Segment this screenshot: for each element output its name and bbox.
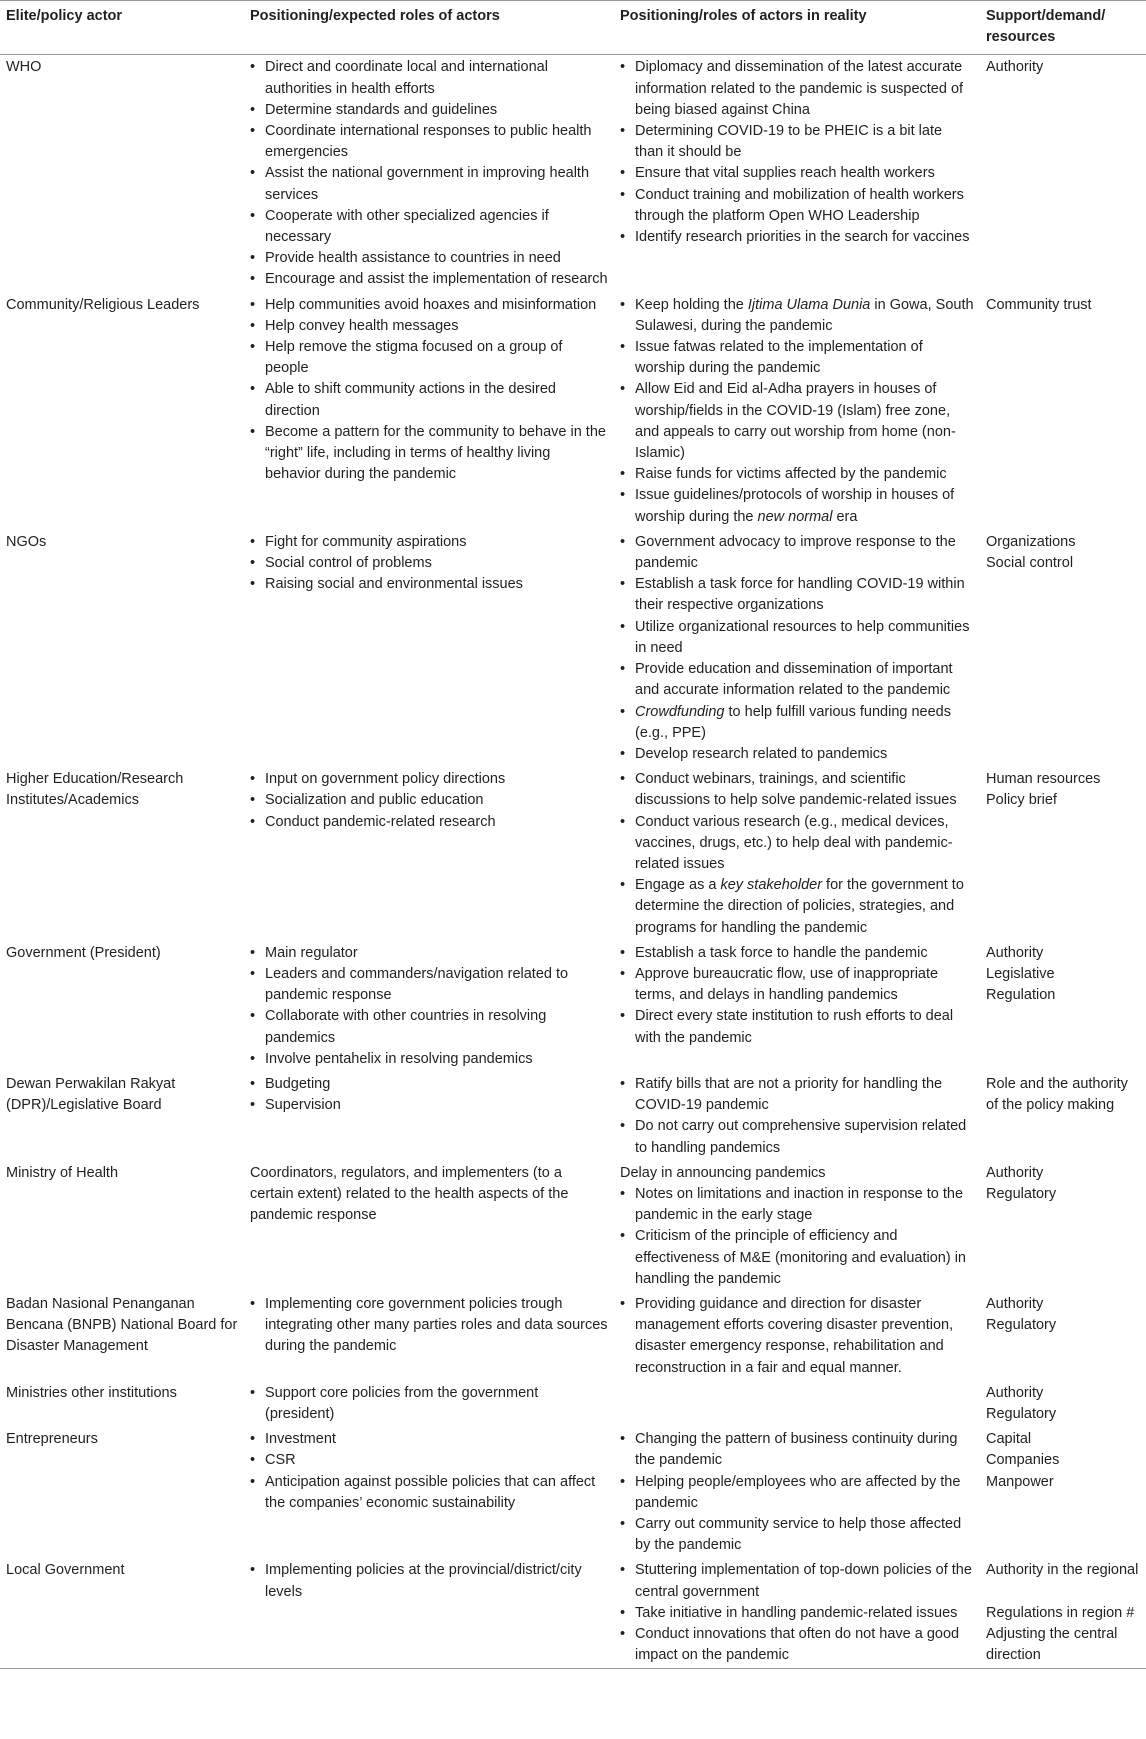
expected-roles-list [250, 1294, 608, 1358]
list-item: • Cooperate with other specialized agencies if necessary [250, 206, 608, 248]
resources-cell [980, 1427, 1146, 1558]
list-item: • Ratify bills that are not a priority for handling the COVID-19 pandemic [620, 1074, 974, 1116]
resource-item: Companies [986, 1452, 1060, 1469]
resource-item: Regulatory [986, 1317, 1057, 1334]
expected-roles-list [250, 295, 608, 486]
expected-roles-list [250, 1429, 608, 1514]
list-item: • Anticipation against possible policies that can affect the companies’ economic sustainability [250, 1472, 608, 1514]
actor-cell: Ministries other institutions [6, 1384, 177, 1401]
list-item: • Social control of problems [250, 553, 608, 574]
reality-roles-cell [614, 1558, 980, 1669]
table-row [0, 1427, 1146, 1558]
list-item: • Provide education and dissemination of important and accurate information related to the pandemic [620, 659, 974, 701]
list-item: • Conduct training and mobilization of health workers through the platform Open WHO Leadership [620, 185, 974, 227]
list-item: • Direct and coordinate local and international authorities in health efforts [250, 57, 608, 99]
list-item: • Conduct various research (e.g., medical devices, vaccines, drugs, etc.) to help deal with pandemic-related issues [620, 812, 974, 876]
expected-roles-list [250, 1560, 608, 1602]
table-body [0, 55, 1146, 1669]
list-item: • Providing guidance and direction for disaster management efforts covering disaster prevention, disaster emergency response, rehabilitation and reconstruction in a fair and equal manner. [620, 1294, 974, 1379]
reality-roles-list [620, 532, 974, 765]
reality-roles-cell [614, 1427, 980, 1558]
header-actor: Elite/policy actor [0, 1, 244, 55]
list-item: • Determining COVID-19 to be PHEIC is a bit late than it should be [620, 121, 974, 163]
list-item: • Changing the pattern of business continuity during the pandemic [620, 1429, 974, 1471]
reality-roles-list [620, 1074, 974, 1159]
list-item: • Coordinate international responses to public health emergencies [250, 121, 608, 163]
list-item: • Main regulator [250, 943, 608, 964]
resources-cell [980, 941, 1146, 1072]
resources-cell [980, 1558, 1146, 1669]
expected-roles-cell [244, 55, 614, 293]
reality-roles-list [620, 943, 974, 1049]
resource-item: Regulatory [986, 1185, 1057, 1202]
expected-roles-cell [244, 1427, 614, 1558]
resource-item: Social control [986, 555, 1074, 572]
expected-roles-cell [244, 1558, 614, 1669]
list-item: • Establish a task force for handling COVID-19 within their respective organizations [620, 574, 974, 616]
resource-item: Capital [986, 1431, 1032, 1448]
list-item: • Help communities avoid hoaxes and misinformation [250, 295, 608, 316]
list-item: • Conduct webinars, trainings, and scientific discussions to help solve pandemic-related issues [620, 769, 974, 811]
list-item: • Supervision [250, 1095, 608, 1116]
list-item: • Identify research priorities in the search for vaccines [620, 227, 974, 248]
actor-cell: NGOs [6, 533, 47, 550]
resource-item: Authority [986, 1295, 1044, 1312]
list-item: • Collaborate with other countries in resolving pandemics [250, 1006, 608, 1048]
list-item: • Implementing core government policies trough integrating other many parties roles and data sources during the pandemic [250, 1294, 608, 1358]
table-row [0, 767, 1146, 941]
resource-item: Policy brief [986, 792, 1057, 809]
reality-roles-cell [614, 767, 980, 941]
resource-spacer [986, 1582, 1140, 1603]
expected-roles-list [250, 1383, 608, 1425]
resource-item: Authority [986, 1164, 1044, 1181]
resources-cell [980, 1381, 1146, 1427]
resources-cell [980, 293, 1146, 530]
actor-cell: Dewan Perwakilan Rakyat (DPR)/Legislative Board [6, 1075, 176, 1114]
resources-cell [980, 767, 1146, 941]
list-item: • Raising social and environmental issues [250, 574, 608, 595]
table-row [0, 1292, 1146, 1381]
header-expected-roles: Positioning/expected roles of actors [244, 1, 614, 55]
actor-cell: Entrepreneurs [6, 1431, 98, 1448]
expected-roles-cell [244, 767, 614, 941]
expected-roles-cell [244, 293, 614, 530]
list-item: • Direct every state institution to rush efforts to deal with the pandemic [620, 1006, 974, 1048]
list-item: • Helping people/employees who are affected by the pandemic [620, 1472, 974, 1514]
expected-roles-cell [244, 1072, 614, 1161]
header-row [0, 1, 1146, 55]
list-item: • Develop research related to pandemics [620, 744, 974, 765]
list-item: • Become a pattern for the community to behave in the “right” life, including in terms of healthy living behavior during the pandemic [250, 422, 608, 486]
resource-item: Regulations in region # [986, 1604, 1135, 1621]
resource-item: Human resources [986, 771, 1101, 788]
expected-roles-cell [244, 1161, 614, 1292]
reality-roles-cell [614, 1072, 980, 1161]
table-row [0, 1558, 1146, 1669]
expected-roles-list [250, 769, 608, 833]
resource-item: Regulation [986, 987, 1056, 1004]
list-item: • Support core policies from the government (president) [250, 1383, 608, 1425]
list-item: • Raise funds for victims affected by the pandemic [620, 464, 974, 485]
list-item: • Conduct pandemic-related research [250, 812, 608, 833]
list-item: • Establish a task force to handle the pandemic [620, 943, 974, 964]
list-item: • Conduct innovations that often do not have a good impact on the pandemic [620, 1624, 974, 1666]
list-item: • Engage as a key stakeholder for the government to determine the direction of policies, strategies, and programs for handling the pandemic [620, 875, 974, 939]
list-item: • Socialization and public education [250, 790, 608, 811]
table-header [0, 1, 1146, 55]
reality-roles-cell [614, 55, 980, 293]
actor-cell: Badan Nasional Penanganan Bencana (BNPB) National Board for Disaster Management [6, 1295, 238, 1355]
table-row [0, 1072, 1146, 1161]
expected-roles-cell [244, 530, 614, 767]
actor-cell: Ministry of Health [6, 1164, 119, 1181]
list-item: • Encourage and assist the implementation of research [250, 269, 608, 290]
reality-roles-list [620, 1294, 974, 1379]
list-item: • Notes on limitations and inaction in response to the pandemic in the early stage [620, 1184, 974, 1226]
list-item: • Issue fatwas related to the implementation of worship during the pandemic [620, 337, 974, 379]
list-item: • Criticism of the principle of efficiency and effectiveness of M&E (monitoring and evaluation) in handling the pandemic [620, 1226, 974, 1290]
list-item: • Issue guidelines/protocols of worship in houses of worship during the new normal era [620, 485, 974, 527]
reality-intro-text: Delay in announcing pandemics [620, 1164, 826, 1181]
list-item: • Fight for community aspirations [250, 532, 608, 553]
list-item: • Do not carry out comprehensive supervision related to handling pandemics [620, 1116, 974, 1158]
actor-cell: Community/Religious Leaders [6, 296, 200, 313]
list-item: • Help convey health messages [250, 316, 608, 337]
list-item: • Stuttering implementation of top-down policies of the central government [620, 1560, 974, 1602]
list-item: • Crowdfunding to help fulfill various funding needs (e.g., PPE) [620, 702, 974, 744]
list-item: • Help remove the stigma focused on a group of people [250, 337, 608, 379]
reality-roles-cell [614, 1381, 980, 1427]
expected-roles-list [250, 57, 608, 290]
reality-roles-cell [614, 941, 980, 1072]
expected-roles-list [250, 532, 608, 596]
list-item: • Implementing policies at the provincial/district/city levels [250, 1560, 608, 1602]
table-row [0, 1161, 1146, 1292]
resource-item: Authority [986, 944, 1044, 961]
resource-item: Role and the authority of the policy making [986, 1075, 1128, 1114]
list-item: • Ensure that vital supplies reach health workers [620, 163, 974, 184]
list-item: • Take initiative in handling pandemic-related issues [620, 1603, 974, 1624]
list-item: • Provide health assistance to countries in need [250, 248, 608, 269]
resource-item: Manpower [986, 1473, 1054, 1490]
resource-item: Authority in the regional [986, 1562, 1139, 1579]
reality-roles-cell [614, 293, 980, 530]
expected-roles-list [250, 943, 608, 1070]
list-item: • Approve bureaucratic flow, use of inappropriate terms, and delays in handling pandemics [620, 964, 974, 1006]
list-item: • Carry out community service to help those affected by the pandemic [620, 1514, 974, 1556]
reality-roles-list [620, 57, 974, 248]
list-item: • Able to shift community actions in the desired direction [250, 379, 608, 421]
reality-roles-list [620, 1429, 974, 1556]
table-row [0, 293, 1146, 530]
list-item: • Assist the national government in improving health services [250, 163, 608, 205]
resources-cell [980, 1292, 1146, 1381]
list-item: • Keep holding the Ijtima Ulama Dunia in Gowa, South Sulawesi, during the pandemic [620, 295, 974, 337]
reality-roles-list [620, 295, 974, 528]
list-item: • Diplomacy and dissemination of the latest accurate information related to the pandemic is suspected of being biased against China [620, 57, 974, 121]
list-item: • Involve pentahelix in resolving pandemics [250, 1049, 608, 1070]
resource-item: Community trust [986, 296, 1092, 313]
table-row [0, 530, 1146, 767]
actor-cell: WHO [6, 59, 42, 76]
expected-roles-cell [244, 1381, 614, 1427]
reality-roles-cell [614, 530, 980, 767]
list-item: • Government advocacy to improve response to the pandemic [620, 532, 974, 574]
actor-cell: Higher Education/Research Institutes/Academics [6, 771, 184, 809]
header-roles-in-reality: Positioning/roles of actors in reality [614, 1, 980, 55]
header-resources: Support/demand/ resources [980, 1, 1146, 55]
expected-roles-cell [244, 941, 614, 1072]
table-row [0, 1381, 1146, 1427]
reality-roles-cell [614, 1161, 980, 1292]
list-item: • Allow Eid and Eid al-Adha prayers in houses of worship/fields in the COVID-19 (Islam) free zone, and appeals to carry out worship from home (non-Islamic) [620, 379, 974, 464]
resource-item: Authority [986, 59, 1044, 76]
reality-roles-cell [614, 1292, 980, 1381]
list-item: • Investment [250, 1429, 608, 1450]
reality-roles-list [620, 769, 974, 939]
resource-item: Legislative [986, 965, 1055, 982]
resource-item: Authority [986, 1384, 1044, 1401]
list-item: • Utilize organizational resources to help communities in need [620, 617, 974, 659]
resources-cell [980, 55, 1146, 293]
resource-item: Organizations [986, 533, 1076, 550]
table-row [0, 55, 1146, 293]
table-row [0, 941, 1146, 1072]
resource-item: Regulatory [986, 1406, 1057, 1422]
list-item: • CSR [250, 1450, 608, 1471]
reality-roles-list [620, 1560, 974, 1666]
resource-item: Adjusting the central direction [986, 1625, 1118, 1664]
actor-cell: Government (President) [6, 944, 161, 961]
expected-intro-text: Coordinators, regulators, and implementers (to a certain extent) related to the health aspects of the pandemic response [250, 1164, 569, 1224]
expected-roles-cell [244, 1292, 614, 1381]
resources-cell [980, 530, 1146, 767]
list-item: • Input on government policy directions [250, 769, 608, 790]
resources-cell [980, 1161, 1146, 1292]
list-item: • Budgeting [250, 1074, 608, 1095]
list-item: • Leaders and commanders/navigation related to pandemic response [250, 964, 608, 1006]
list-item: • Determine standards and guidelines [250, 100, 608, 121]
reality-roles-list [620, 1184, 974, 1290]
actor-cell: Local Government [6, 1562, 125, 1579]
resources-cell [980, 1072, 1146, 1161]
expected-roles-list [250, 1074, 608, 1116]
